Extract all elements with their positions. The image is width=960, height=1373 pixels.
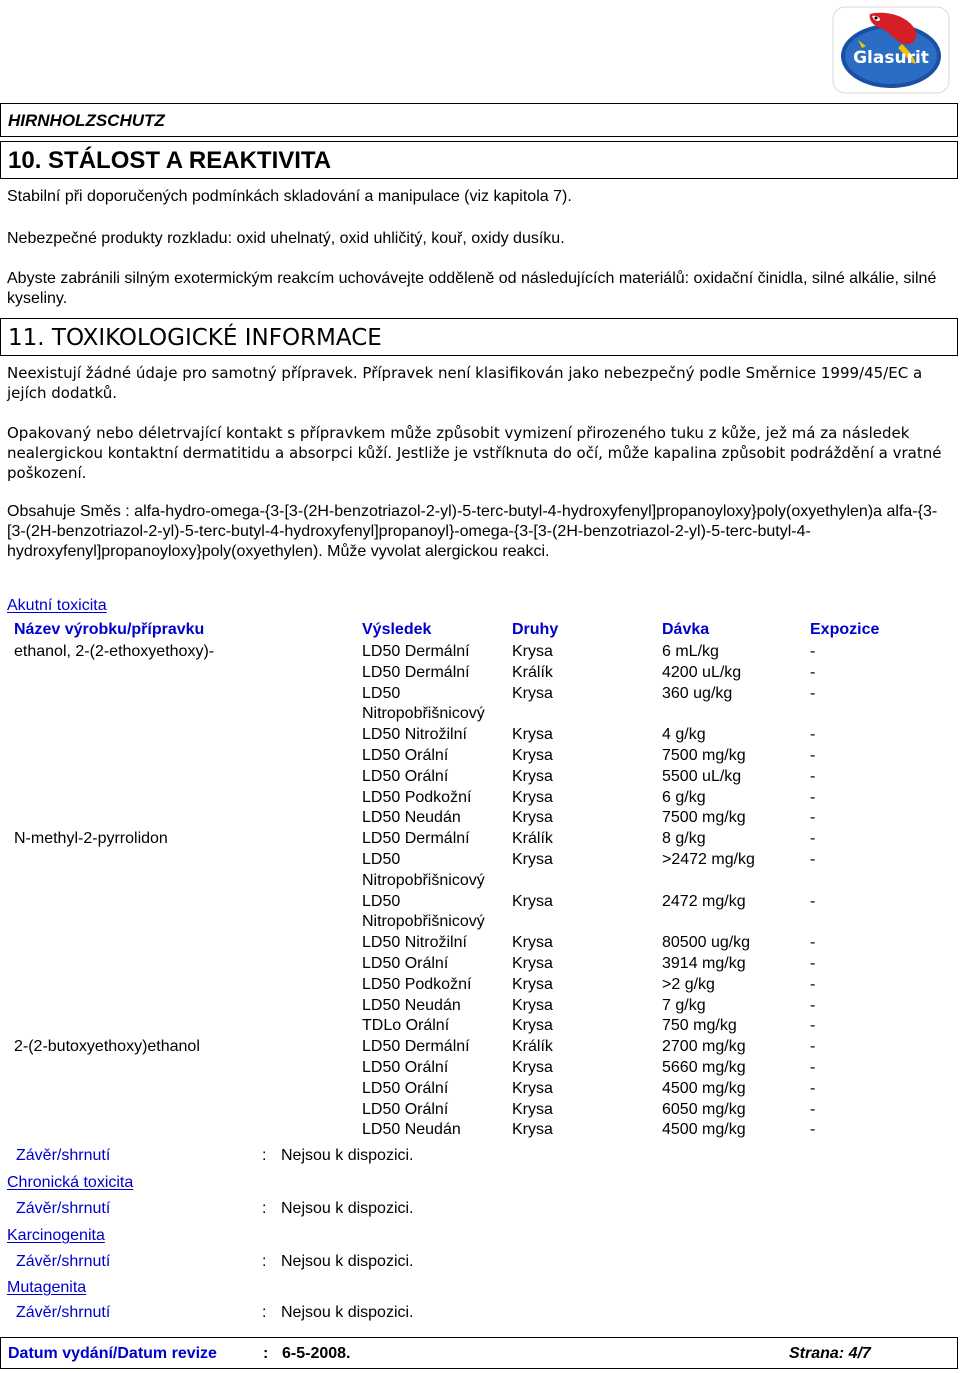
product-cell [14, 975, 362, 996]
species-cell: Krysa [512, 850, 553, 868]
species-cell: Krysa [512, 934, 553, 952]
exposure-cell: - [810, 746, 816, 764]
result-cell: LD50 Nitrožilní [362, 726, 467, 744]
result-cell: LD50 Podkožní [362, 788, 472, 806]
table-row [14, 808, 930, 829]
table-row [14, 996, 930, 1017]
dose-cell: 7500 mg/kg [662, 809, 746, 827]
product-cell [14, 933, 362, 954]
result-cell: LD50 Dermální [362, 643, 470, 660]
species-cell [512, 912, 662, 933]
result-cell: LD50 Dermální [362, 1038, 470, 1056]
species-cell: Krysa [512, 726, 553, 744]
glasurit-logo [832, 6, 950, 94]
table-row [14, 850, 930, 871]
exposure-cell: - [810, 767, 816, 785]
table-row [14, 642, 930, 663]
product-cell: N-methyl-2-pyrrolidon [14, 830, 168, 848]
dose-cell: 5500 uL/kg [662, 767, 742, 785]
exposure-cell [810, 871, 930, 892]
product-cell: 2-(2-butoxyethoxy)ethanol [14, 1038, 200, 1056]
product-cell [14, 725, 362, 746]
table-row [14, 975, 930, 996]
mutagenicity-heading[interactable]: Mutagenita [7, 1279, 87, 1296]
dose-cell: 7 g/kg [662, 996, 706, 1014]
product-cell [14, 767, 362, 788]
section-10-paragraph-2: Nebezpečné produkty rozkladu: oxid uhelnatý, oxid uhličitý, kouř, oxidy dusíku. [7, 230, 565, 247]
species-cell: Krysa [512, 684, 553, 702]
footer-bar [0, 1337, 958, 1369]
exposure-cell: - [810, 809, 816, 827]
acute-conclusion-value: Nejsou k dispozici. [281, 1147, 414, 1164]
dose-cell [662, 704, 810, 725]
issue-date-colon: : [263, 1345, 269, 1362]
dose-cell [662, 912, 810, 933]
dose-cell: 80500 ug/kg [662, 934, 751, 952]
result-cell: LD50 [362, 684, 401, 702]
product-cell [14, 912, 362, 933]
exposure-cell: - [810, 1079, 816, 1097]
result-cell: LD50 Dermální [362, 663, 470, 681]
exposure-cell: - [810, 1017, 816, 1035]
product-cell [14, 1079, 362, 1100]
issue-date-value: 6-5-2008. [282, 1345, 351, 1362]
chronic-conclusion-value: Nejsou k dispozici. [281, 1200, 414, 1217]
carcinogenicity-conclusion-label: Závěr/shrnutí [16, 1253, 111, 1270]
carcinogenicity-heading[interactable]: Karcinogenita [7, 1227, 105, 1244]
table-row [14, 767, 930, 788]
result-cell: LD50 [362, 850, 401, 868]
exposure-cell: - [810, 788, 816, 806]
dose-cell: 6 g/kg [662, 788, 706, 806]
table-row [14, 1100, 930, 1121]
dose-cell: 8 g/kg [662, 830, 706, 848]
species-cell: Krysa [512, 954, 553, 972]
header-exposure: Expozice [810, 621, 880, 638]
acute-toxicity-table [14, 620, 930, 1141]
exposure-cell: - [810, 830, 816, 848]
carcinogenicity-conclusion-value: Nejsou k dispozici. [281, 1253, 414, 1270]
dose-cell: 750 mg/kg [662, 1017, 737, 1035]
species-cell: Krysa [512, 643, 553, 660]
species-cell: Krysa [512, 1121, 553, 1139]
result-cell: LD50 Neudán [362, 1121, 461, 1139]
result-cell: Nitropobřišnicový [362, 705, 485, 723]
product-cell [14, 788, 362, 809]
table-row [14, 684, 930, 705]
product-cell [14, 871, 362, 892]
exposure-cell: - [810, 684, 816, 702]
species-cell: Krysa [512, 1100, 553, 1118]
species-cell: Krysa [512, 1017, 553, 1035]
species-cell [512, 871, 662, 892]
carcinogenicity-conclusion-colon: : [262, 1253, 267, 1270]
product-cell [14, 850, 362, 871]
product-cell [14, 1100, 362, 1121]
product-cell [14, 704, 362, 725]
table-row [14, 1037, 930, 1058]
dose-cell: 6050 mg/kg [662, 1100, 746, 1118]
table-row [14, 933, 930, 954]
header-species: Druhy [512, 621, 559, 638]
product-cell: ethanol, 2-(2-ethoxyethoxy)- [14, 643, 215, 660]
table-row [14, 892, 930, 913]
species-cell: Králík [512, 663, 553, 681]
section-11-paragraph-1: Neexistují žádné údaje pro samotný přípravek. Přípravek není klasifikován jako nebezpečný podle Směrnice 1999/45/EC a jejích dodatků. [7, 364, 923, 402]
section-11-paragraph-2: Opakovaný nebo déletrvající kontakt s přípravkem může způsobit vymizení přirozeného tuku z kůže, jež má za následek nealergickou kontaktní dermatitidu a absorpci kůží. Jestliže je vstříknuta do očí, může kapalina způsobit podráždění a vratné poškození. [7, 424, 942, 482]
exposure-cell: - [810, 934, 816, 952]
header-product-name: Název výrobku/přípravku [14, 621, 205, 638]
dose-cell: 4200 uL/kg [662, 663, 742, 681]
species-cell: Krysa [512, 1079, 553, 1097]
species-cell: Králík [512, 830, 553, 848]
species-cell [512, 704, 662, 725]
product-cell [14, 808, 362, 829]
table-row [14, 954, 930, 975]
exposure-cell: - [810, 892, 816, 910]
product-cell [14, 1016, 362, 1037]
result-cell: LD50 Neudán [362, 809, 461, 827]
section-11-header [0, 318, 958, 356]
result-cell: Nitropobřišnicový [362, 871, 485, 889]
exposure-cell: - [810, 643, 816, 660]
exposure-cell: - [810, 850, 816, 868]
table-row [14, 1058, 930, 1079]
exposure-cell: - [810, 954, 816, 972]
exposure-cell [810, 912, 930, 933]
table-row [14, 912, 930, 933]
species-cell: Krysa [512, 788, 553, 806]
exposure-cell: - [810, 996, 816, 1014]
table-header-row [14, 620, 930, 642]
result-cell: LD50 Orální [362, 1079, 449, 1097]
table-row [14, 704, 930, 725]
issue-date-label: Datum vydání/Datum revize [8, 1345, 217, 1362]
table-row [14, 829, 930, 850]
species-cell: Králík [512, 1038, 553, 1056]
section-11-paragraph-3: Obsahuje Směs : alfa-hydro-omega-{3-[3-(2H-benzotriazol-2-yl)-5-terc-butyl-4-hydroxyfenyl]propanoyloxy}poly(oxyethylen)a alfa-{3-[3-(2H-benzotriazol-2-yl)-5-terc-butyl-4-hydroxyfenyl]propanoyl}-omega-{3-[3-(2H-benzotriazol-2-yl)-5-terc-butyl-4-hydroxyfenyl]propanoyloxy}poly(oxyethylen). Může vyvolat alergickou reakci. [7, 503, 938, 560]
chronic-toxicity-heading[interactable]: Chronická toxicita [7, 1174, 134, 1191]
product-cell [14, 1120, 362, 1141]
mutagenicity-conclusion-label: Závěr/shrnutí [16, 1304, 111, 1321]
product-cell [14, 954, 362, 975]
section-10-title: 10. STÁLOST A REAKTIVITA [8, 147, 332, 174]
table-row [14, 1016, 930, 1037]
species-cell: Krysa [512, 996, 553, 1014]
acute-toxicity-heading[interactable]: Akutní toxicita [7, 597, 107, 614]
chronic-conclusion-label: Závěr/shrnutí [16, 1200, 111, 1217]
dose-cell: 360 ug/kg [662, 684, 733, 702]
acute-toxicity-table-body [14, 642, 930, 1141]
table-row [14, 746, 930, 767]
result-cell: LD50 Nitrožilní [362, 934, 467, 952]
dose-cell: 4 g/kg [662, 726, 706, 744]
product-cell [14, 746, 362, 767]
result-cell: LD50 [362, 892, 401, 910]
species-cell: Krysa [512, 767, 553, 785]
product-name-bar [0, 103, 958, 137]
section-10-paragraph-3: Abyste zabránili silným exotermickým reakcím uchovávejte odděleně od následujících materiálů: oxidační činidla, silné alkálie, silné kyseliny. [7, 270, 937, 307]
section-10-paragraph-1: Stabilní při doporučených podmínkách skladování a manipulace (viz kapitola 7). [7, 188, 572, 205]
table-row [14, 1079, 930, 1100]
table-row [14, 788, 930, 809]
product-cell [14, 684, 362, 705]
result-cell: LD50 Orální [362, 767, 449, 785]
exposure-cell: - [810, 663, 816, 681]
svg-text:Glasurit: Glasurit [853, 48, 929, 68]
product-cell [14, 1058, 362, 1079]
dose-cell: 3914 mg/kg [662, 954, 746, 972]
species-cell: Krysa [512, 1058, 553, 1076]
result-cell: LD50 Orální [362, 1058, 449, 1076]
dose-cell: 4500 mg/kg [662, 1079, 746, 1097]
dose-cell [662, 871, 810, 892]
result-cell: TDLo Orální [362, 1017, 450, 1035]
result-cell: Nitropobřišnicový [362, 913, 485, 931]
result-cell: LD50 Podkožní [362, 975, 472, 993]
dose-cell: 5660 mg/kg [662, 1058, 746, 1076]
mutagenicity-conclusion-value: Nejsou k dispozici. [281, 1304, 414, 1321]
exposure-cell: - [810, 1100, 816, 1118]
dose-cell: 7500 mg/kg [662, 746, 746, 764]
acute-conclusion-colon: : [262, 1147, 267, 1164]
table-row [14, 725, 930, 746]
species-cell: Krysa [512, 746, 553, 764]
exposure-cell: - [810, 1121, 816, 1139]
page-number: Strana: 4/7 [789, 1345, 871, 1362]
product-name: HIRNHOLZSCHUTZ [8, 111, 165, 130]
result-cell: LD50 Neudán [362, 996, 461, 1014]
header-dose: Dávka [662, 621, 710, 638]
result-cell: LD50 Orální [362, 746, 449, 764]
dose-cell: 4500 mg/kg [662, 1121, 746, 1139]
result-cell: LD50 Dermální [362, 830, 470, 848]
species-cell: Krysa [512, 892, 553, 910]
dose-cell: 2700 mg/kg [662, 1038, 746, 1056]
exposure-cell: - [810, 1038, 816, 1056]
acute-conclusion-label: Závěr/shrnutí [16, 1147, 111, 1164]
chronic-conclusion-colon: : [262, 1200, 267, 1217]
exposure-cell: - [810, 1058, 816, 1076]
table-row [14, 663, 930, 684]
exposure-cell: - [810, 975, 816, 993]
result-cell: LD50 Orální [362, 1100, 449, 1118]
mutagenicity-conclusion-colon: : [262, 1304, 267, 1321]
section-10-header [0, 141, 958, 179]
header-result: Výsledek [362, 621, 432, 638]
product-cell [14, 892, 362, 913]
dose-cell: 2472 mg/kg [662, 892, 746, 910]
result-cell: LD50 Orální [362, 954, 449, 972]
dose-cell: >2 g/kg [662, 975, 715, 993]
section-11-title: 11. TOXIKOLOGICKÉ INFORMACE [8, 325, 382, 351]
table-row [14, 1120, 930, 1141]
species-cell: Krysa [512, 809, 553, 827]
exposure-cell: - [810, 726, 816, 744]
product-cell [14, 663, 362, 684]
table-row [14, 871, 930, 892]
species-cell: Krysa [512, 975, 553, 993]
dose-cell: >2472 mg/kg [662, 850, 755, 868]
exposure-cell [810, 704, 930, 725]
product-cell [14, 996, 362, 1017]
dose-cell: 6 mL/kg [662, 643, 719, 660]
